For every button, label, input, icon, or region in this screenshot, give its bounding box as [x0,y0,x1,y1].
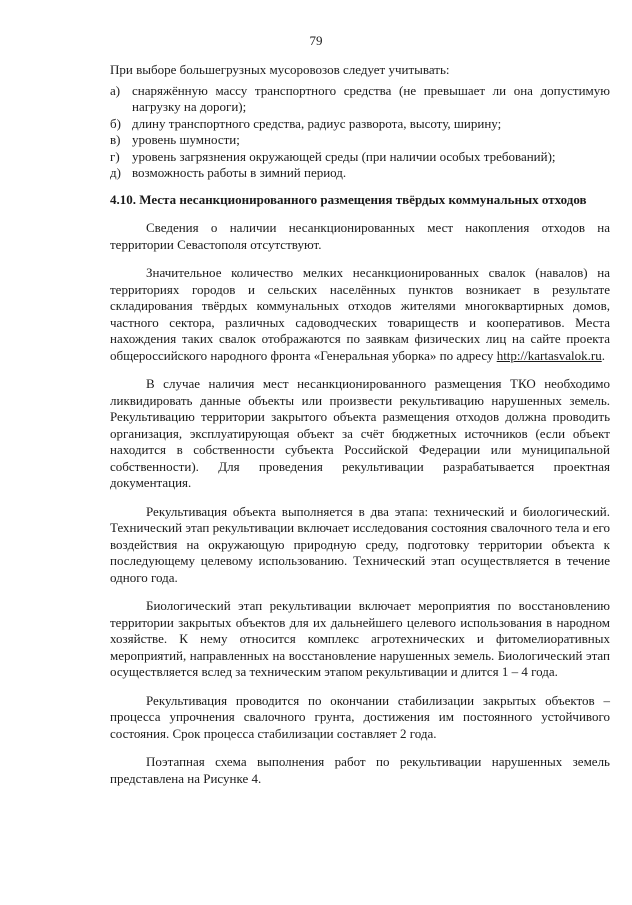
paragraph-liquidation: В случае наличия мест несанкционированного размещения ТКО необходимо ликвидировать данные объекты или произвести рекультивацию нарушенных земель. Рекультивацию территории закрытого объекта размещения отходов должна проводить организация, эксплуатирующая объект за счёт бюджетных источников (если объект находится в собственности субъекта Российской Федерации или муниципальной собственности). Для проведения рекультивации разрабатывается проектная документация. [110,376,610,490]
kartasvalok-link[interactable]: http://kartasvalok.ru [496,347,602,363]
paragraph-dumps-text: Значительное количество мелких несанкционированных свалок (навалов) на территориях городов и сельских населённых пунктов возникает в результате складирования твёрдых коммунальных отходов жителями многоквартирных домов, частного сектора, различных садоводческих товариществ и кооперативов. Места нахождения таких свалок отображаются по заявкам физических лиц на сайте проекта общероссийского народного фронта «Генеральная уборка» по адресу [110,265,610,363]
list-marker: а) [110,82,121,98]
paragraph-dumps-end: . [601,347,605,363]
page-content [110,62,610,799]
list-marker: в) [110,132,121,147]
paragraph-dumps [110,265,610,364]
list-item [110,149,610,166]
list-item-text: возможность работы в зимний период. [132,165,347,180]
list-marker: г) [110,148,120,164]
list-marker: д) [110,165,121,180]
paragraph-recultivation-stages: Рекультивация объекта выполняется в два этапа: технический и биологический. Технический этап рекультивации включает исследования состояния свалочного тела и его воздействия на окружающую природную среду, подготовку территории объекта к последующему целевому использованию. Технический этап осуществляется в течение одного года. [110,503,610,585]
list-item-text: снаряжённую массу транспортного средства (не превышает ли она допустимую нагрузку на дороги); [132,82,610,114]
list-item-text: уровень шумности; [132,132,240,147]
paragraph-stabilization: Рекультивация проводится по окончании стабилизации закрытых объектов – процесса упрочнения свалочного грунта, достижения им постоянного устойчивого состояния. Срок процесса стабилизации составляет 2 года. [110,692,610,741]
list-item-text: уровень загрязнения окружающей среды (при наличии особых требований); [132,148,556,164]
page-number: 79 [309,33,323,48]
requirements-list [110,83,610,182]
list-item [110,116,610,133]
list-item-text: длину транспортного средства, радиус разворота, высоту, ширину; [132,115,502,131]
list-marker: б) [110,115,121,131]
section-heading: 4.10. Места несанкционированного размещения твёрдых коммунальных отходов [110,191,587,207]
list-item [110,132,610,149]
list-item [110,165,610,182]
intro-text: При выборе большегрузных мусоровозов следует учитывать: [110,62,450,77]
paragraph-no-info: Сведения о наличии несанкционированных мест накопления отходов на территории Севастополя отсутствуют. [110,220,610,252]
list-item [110,83,610,116]
paragraph-scheme-reference: Поэтапная схема выполнения работ по рекультивации нарушенных земель представлена на Рисунке 4. [110,754,610,786]
paragraph-biological-stage: Биологический этап рекультивации включает мероприятия по восстановлению территории закрытых объектов для их дальнейшего целевого использования в народном хозяйстве. К нему относится комплекс агротехнических и фитомелиоративных мероприятий, направленных на восстановление нарушенных земель. Биологический этап осуществляется вслед за техническим этапом рекультивации и длится 1 – 4 года. [110,598,610,679]
